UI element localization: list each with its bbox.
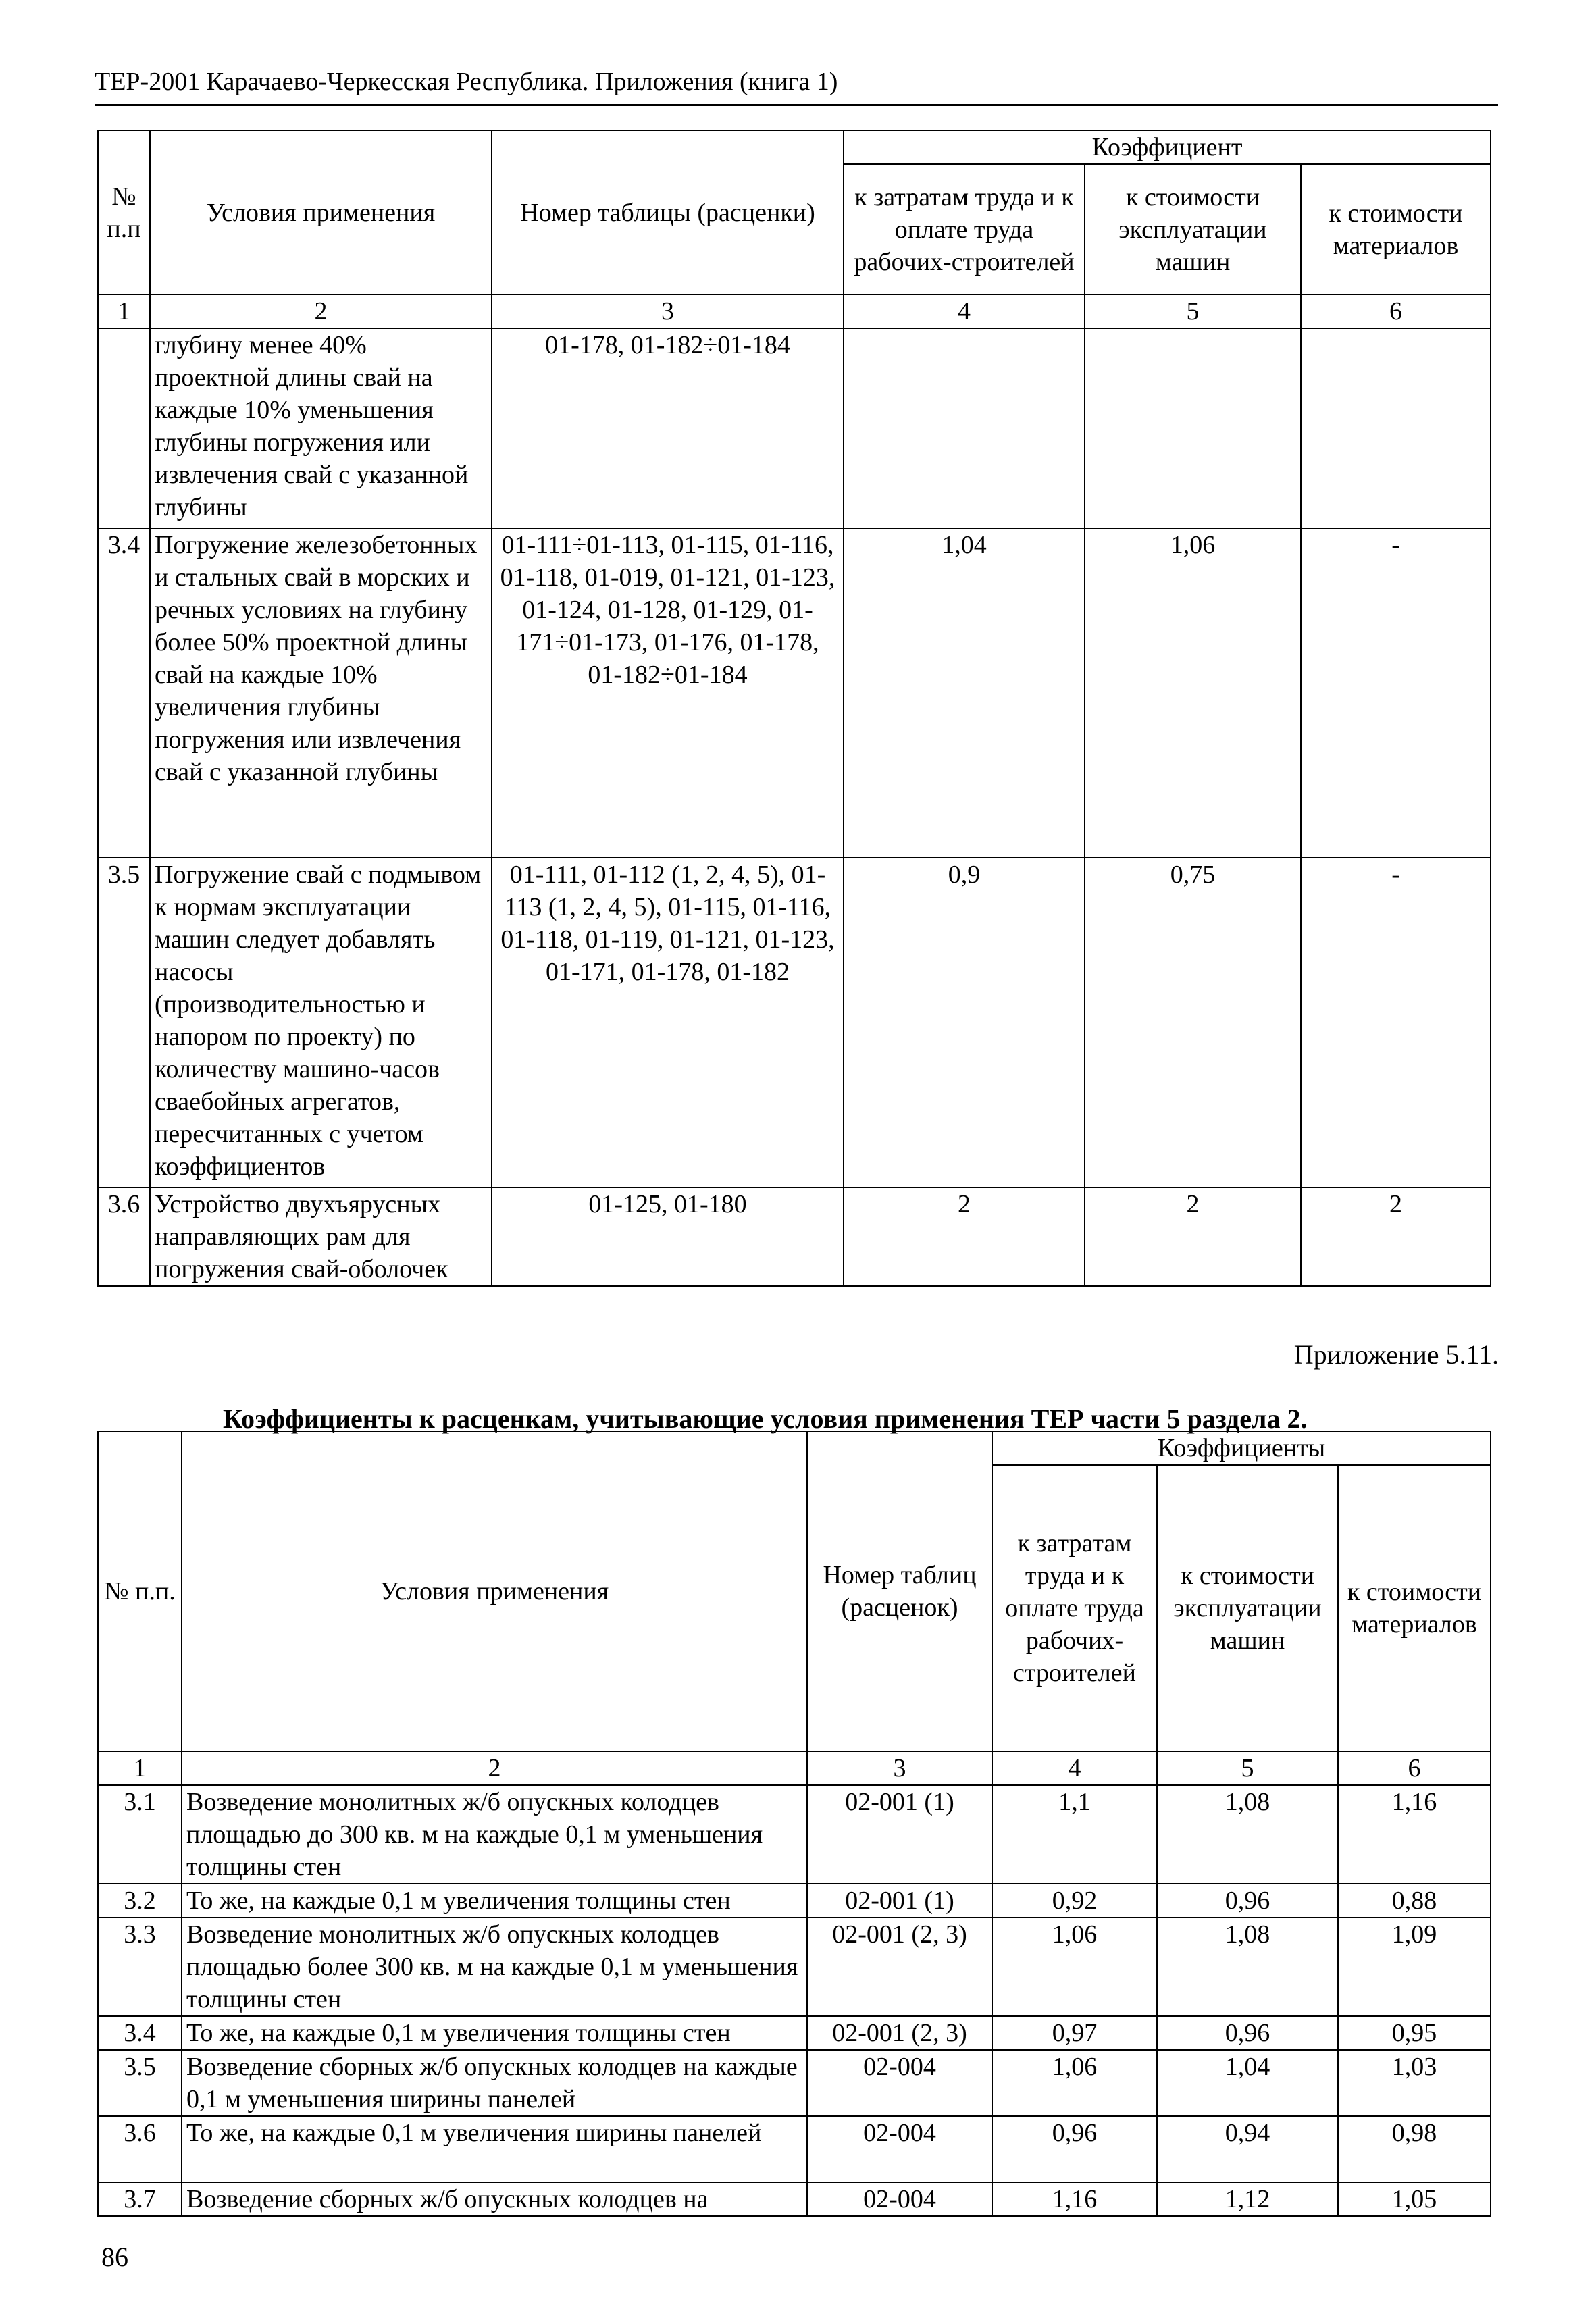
header-conditions: Условия применения [182,1431,807,1751]
row-num: 3.4 [98,528,150,858]
row-k-machines: 1,04 [1157,2050,1338,2116]
row-num: 3.7 [98,2182,182,2216]
table-row [98,528,1491,858]
row-k-materials: 1,05 [1338,2182,1491,2216]
row-k-machines: 1,08 [1157,1785,1338,1884]
row-num: 3.1 [98,1785,182,1884]
row-k-materials: 1,09 [1338,1918,1491,2016]
table-row [98,2016,1491,2050]
row-k-labor [844,328,1085,528]
row-conditions: Устройство двухъярусных направляющих рам для погружения свай-оболочек [150,1187,492,1286]
row-num: 3.6 [98,2116,182,2182]
row-k-materials: - [1301,528,1491,858]
appendix-label: Приложение 5.11. [1293,1339,1499,1370]
row-conditions: Возведение сборных ж/б опускных колодцев на каждые 0,1 м уменьшения ширины панелей [182,2050,807,2116]
row-k-labor: 0,97 [992,2016,1157,2050]
colnum: 2 [182,1751,807,1785]
header-labor: к затратам труда и к оплате труда рабочих-строителей [844,164,1085,294]
table-row [98,2116,1491,2182]
table-row [98,2182,1491,2216]
row-k-labor: 1,06 [992,1918,1157,2016]
colnum: 1 [98,1751,182,1785]
row-k-labor: 0,9 [844,858,1085,1187]
row-k-machines: 1,12 [1157,2182,1338,2216]
row-k-machines: 2 [1085,1187,1301,1286]
header-table-number: Номер таблиц (расценок) [807,1431,992,1751]
table-row [98,328,1491,528]
row-num: 3.6 [98,1187,150,1286]
row-conditions: глубину менее 40% проектной длины свай на каждые 10% уменьшения глубины погружения или извлечения свай с указанной глубины [150,328,492,528]
row-k-materials: - [1301,858,1491,1187]
header-num: № п.п [98,130,150,294]
colnum: 4 [992,1751,1157,1785]
colnum: 6 [1301,294,1491,328]
colnum: 4 [844,294,1085,328]
row-k-materials: 2 [1301,1187,1491,1286]
row-k-labor: 1,16 [992,2182,1157,2216]
row-table: 02-004 [807,2050,992,2116]
column-number-row [98,294,1491,328]
row-k-materials: 1,16 [1338,1785,1491,1884]
colnum: 5 [1085,294,1301,328]
row-k-machines: 0,94 [1157,2116,1338,2182]
coefficients-table-2 [97,1431,1491,2217]
row-conditions: То же, на каждые 0,1 м увеличения ширины панелей [182,2116,807,2182]
row-table: 02-001 (2, 3) [807,1918,992,2016]
row-conditions: Возведение сборных ж/б опускных колодцев на [182,2182,807,2216]
page-header-title: ТЕР-2001 Карачаево-Черкесская Республика. Приложения (книга 1) [95,68,838,96]
header-machines: к стоимости эксплуатации машин [1157,1465,1338,1751]
row-k-machines: 0,96 [1157,2016,1338,2050]
row-conditions: Погружение железобетонных и стальных свай в морских и речных условиях на глубину более 50% проектной длины свай на каждые 10% увеличения глубины погружения или извлечения свай с указанной глубины [150,528,492,858]
page-number: 86 [101,2242,128,2272]
row-k-labor: 0,92 [992,1884,1157,1918]
table-row [98,1187,1491,1286]
row-k-materials: 1,03 [1338,2050,1491,2116]
row-k-labor: 1,06 [992,2050,1157,2116]
row-k-labor: 1,04 [844,528,1085,858]
column-number-row [98,1751,1491,1785]
row-k-materials: 0,88 [1338,1884,1491,1918]
row-table: 01-111÷01-113, 01-115, 01-116, 01-118, 01-019, 01-121, 01-123, 01-124, 01-128, 01-129, 01-171÷01-173, 01-176, 01-178, 01-182÷01-184 [492,528,844,858]
row-k-labor: 2 [844,1187,1085,1286]
header-num: № п.п. [98,1431,182,1751]
row-num: 3.3 [98,1918,182,2016]
row-k-machines: 0,96 [1157,1884,1338,1918]
header-materials: к стоимости материалов [1301,164,1491,294]
header-machines: к стоимости эксплуатации машин [1085,164,1301,294]
table-2-title: Коэффициенты к расценкам, учитывающие условия применения ТЕР части 5 раздела 2. [223,1404,1308,1434]
row-k-materials: 0,95 [1338,2016,1491,2050]
row-num [98,328,150,528]
colnum: 5 [1157,1751,1338,1785]
row-table: 02-001 (2, 3) [807,2016,992,2050]
header-materials: к стоимости материалов [1338,1465,1491,1751]
colnum: 1 [98,294,150,328]
row-conditions: Погружение свай с подмывом к нормам эксплуатации машин следует добавлять насосы (производительностью и напором по проекту) по количеству машино-часов сваебойных агрегатов, пересчитанных с учетом коэффициентов [150,858,492,1187]
colnum: 3 [807,1751,992,1785]
row-table: 01-178, 01-182÷01-184 [492,328,844,528]
colnum: 6 [1338,1751,1491,1785]
row-table: 01-111, 01-112 (1, 2, 4, 5), 01-113 (1, 2, 4, 5), 01-115, 01-116, 01-118, 01-119, 01-121, 01-123, 01-171, 01-178, 01-182 [492,858,844,1187]
colnum: 2 [150,294,492,328]
row-table: 02-001 (1) [807,1785,992,1884]
table-row [98,858,1491,1187]
row-k-materials: 0,98 [1338,2116,1491,2182]
header-coefficient: Коэффициент [844,130,1491,164]
row-num: 3.5 [98,2050,182,2116]
row-conditions: Возведение монолитных ж/б опускных колодцев площадью более 300 кв. м на каждые 0,1 м уменьшения толщины стен [182,1918,807,2016]
row-k-machines: 1,06 [1085,528,1301,858]
row-conditions: То же, на каждые 0,1 м увеличения толщины стен [182,1884,807,1918]
header-coefficients: Коэффициенты [992,1431,1491,1465]
row-k-machines: 0,75 [1085,858,1301,1187]
row-k-machines: 1,08 [1157,1918,1338,2016]
row-table: 01-125, 01-180 [492,1187,844,1286]
header-rule [95,104,1498,106]
row-num: 3.5 [98,858,150,1187]
row-table: 02-004 [807,2182,992,2216]
row-num: 3.4 [98,2016,182,2050]
colnum: 3 [492,294,844,328]
row-k-labor: 0,96 [992,2116,1157,2182]
row-conditions: То же, на каждые 0,1 м увеличения толщины стен [182,2016,807,2050]
table-row [98,2050,1491,2116]
row-k-materials [1301,328,1491,528]
header-labor: к затратам труда и к оплате труда рабочих-строителей [992,1465,1157,1751]
row-table: 02-004 [807,2116,992,2182]
table-row [98,1918,1491,2016]
coefficients-table-1 [97,130,1491,1287]
table-row [98,1785,1491,1884]
row-num: 3.2 [98,1884,182,1918]
header-conditions: Условия применения [150,130,492,294]
table-row [98,1884,1491,1918]
header-table-number: Номер таблицы (расценки) [492,130,844,294]
row-k-labor: 1,1 [992,1785,1157,1884]
row-table: 02-001 (1) [807,1884,992,1918]
row-k-machines [1085,328,1301,528]
row-conditions: Возведение монолитных ж/б опускных колодцев площадью до 300 кв. м на каждые 0,1 м уменьшения толщины стен [182,1785,807,1884]
